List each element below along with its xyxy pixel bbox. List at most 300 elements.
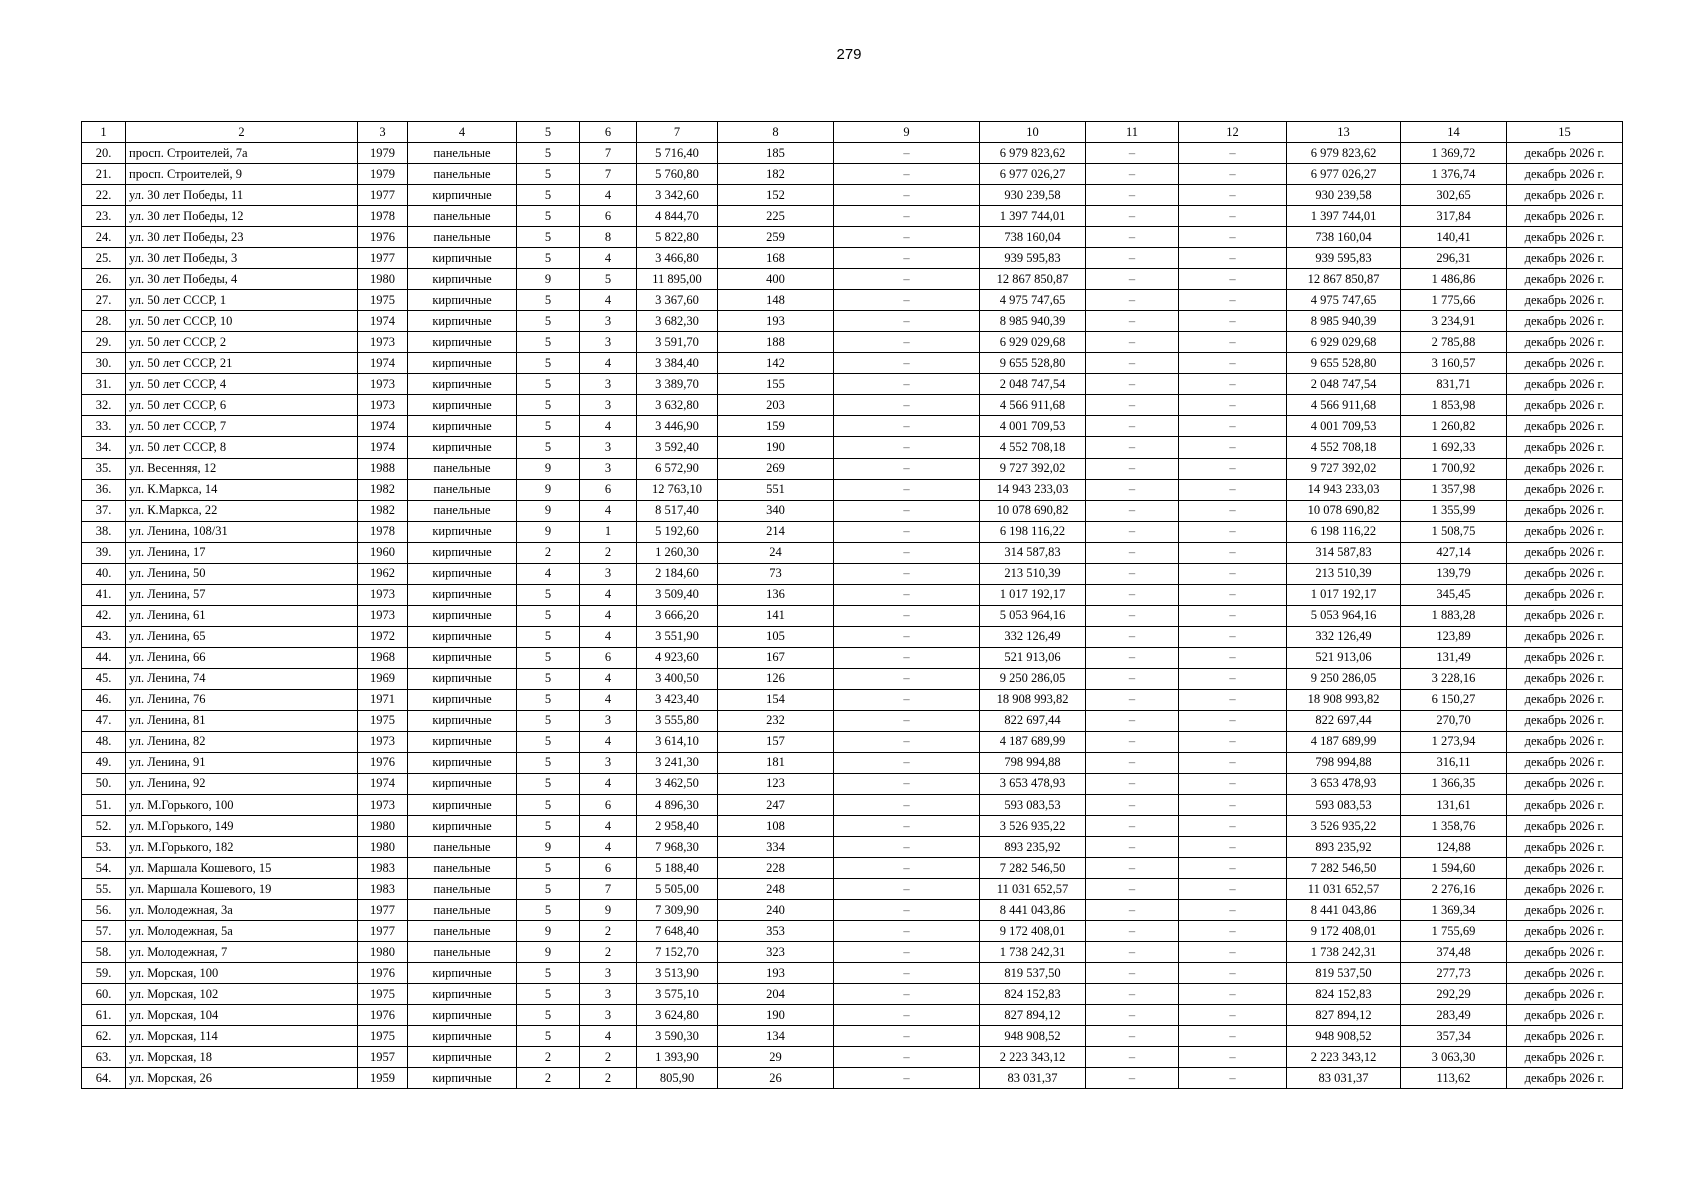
- cell-row-number: 45.: [82, 668, 126, 689]
- cell-col-9: –: [834, 164, 980, 185]
- cell-col-13: 827 894,12: [1287, 1005, 1401, 1026]
- cell-total-area: 2 184,60: [637, 563, 718, 584]
- cell-wall-material: панельные: [408, 900, 517, 921]
- cell-col-9: –: [834, 795, 980, 816]
- cell-col-9: –: [834, 227, 980, 248]
- cell-wall-material: кирпичные: [408, 668, 517, 689]
- cell-total-area: 3 384,40: [637, 353, 718, 374]
- cell-col-13: 8 985 940,39: [1287, 311, 1401, 332]
- cell-col-14: 3 228,16: [1401, 668, 1507, 689]
- cell-col-12: –: [1179, 584, 1287, 605]
- column-header-14: 14: [1401, 122, 1507, 143]
- cell-residents: 248: [718, 879, 834, 900]
- cell-col-11: –: [1086, 374, 1179, 395]
- cell-col-9: –: [834, 353, 980, 374]
- cell-deadline: декабрь 2026 г.: [1507, 1005, 1623, 1026]
- cell-build-year: 1960: [358, 542, 408, 563]
- cell-entrances: 2: [580, 942, 637, 963]
- cell-col-14: 123,89: [1401, 626, 1507, 647]
- table-row: [82, 458, 1623, 479]
- cell-address: ул. 50 лет СССР, 2: [126, 332, 358, 353]
- cell-col-10: 1 738 242,31: [980, 942, 1086, 963]
- cell-address: ул. Ленина, 108/31: [126, 521, 358, 542]
- column-header-7: 7: [637, 122, 718, 143]
- cell-col-14: 2 276,16: [1401, 879, 1507, 900]
- cell-col-9: –: [834, 500, 980, 521]
- cell-residents: 181: [718, 752, 834, 773]
- cell-total-area: 4 844,70: [637, 206, 718, 227]
- cell-col-14: 124,88: [1401, 837, 1507, 858]
- cell-col-9: –: [834, 837, 980, 858]
- cell-floors: 5: [517, 311, 580, 332]
- cell-address: ул. Ленина, 50: [126, 563, 358, 584]
- cell-total-area: 3 389,70: [637, 374, 718, 395]
- cell-col-12: –: [1179, 837, 1287, 858]
- cell-total-area: 3 575,10: [637, 984, 718, 1005]
- column-header-15: 15: [1507, 122, 1623, 143]
- cell-residents: 247: [718, 795, 834, 816]
- cell-row-number: 33.: [82, 416, 126, 437]
- cell-wall-material: кирпичные: [408, 795, 517, 816]
- cell-row-number: 53.: [82, 837, 126, 858]
- cell-col-10: 521 913,06: [980, 647, 1086, 668]
- cell-col-12: –: [1179, 1068, 1287, 1089]
- cell-col-12: –: [1179, 563, 1287, 584]
- cell-col-9: –: [834, 1068, 980, 1089]
- cell-row-number: 64.: [82, 1068, 126, 1089]
- cell-col-14: 1 775,66: [1401, 290, 1507, 311]
- table-row: [82, 542, 1623, 563]
- cell-col-12: –: [1179, 332, 1287, 353]
- housing-table: [81, 121, 1623, 1089]
- cell-deadline: декабрь 2026 г.: [1507, 773, 1623, 794]
- cell-row-number: 24.: [82, 227, 126, 248]
- cell-col-9: –: [834, 710, 980, 731]
- cell-col-10: 314 587,83: [980, 542, 1086, 563]
- cell-address: ул. Морская, 18: [126, 1047, 358, 1068]
- cell-entrances: 2: [580, 1047, 637, 1068]
- cell-deadline: декабрь 2026 г.: [1507, 479, 1623, 500]
- cell-col-10: 83 031,37: [980, 1068, 1086, 1089]
- cell-entrances: 3: [580, 437, 637, 458]
- cell-col-14: 427,14: [1401, 542, 1507, 563]
- cell-entrances: 7: [580, 164, 637, 185]
- table-row: [82, 311, 1623, 332]
- cell-entrances: 6: [580, 858, 637, 879]
- cell-residents: 155: [718, 374, 834, 395]
- cell-col-11: –: [1086, 752, 1179, 773]
- cell-col-14: 6 150,27: [1401, 689, 1507, 710]
- cell-col-12: –: [1179, 689, 1287, 710]
- cell-col-12: –: [1179, 605, 1287, 626]
- cell-col-11: –: [1086, 921, 1179, 942]
- cell-row-number: 27.: [82, 290, 126, 311]
- cell-col-13: 9 655 528,80: [1287, 353, 1401, 374]
- cell-row-number: 25.: [82, 248, 126, 269]
- cell-entrances: 3: [580, 710, 637, 731]
- cell-row-number: 35.: [82, 458, 126, 479]
- cell-entrances: 7: [580, 879, 637, 900]
- cell-col-10: 4 566 911,68: [980, 395, 1086, 416]
- cell-col-10: 939 595,83: [980, 248, 1086, 269]
- cell-build-year: 1983: [358, 879, 408, 900]
- cell-col-9: –: [834, 689, 980, 710]
- cell-entrances: 4: [580, 584, 637, 605]
- cell-entrances: 7: [580, 143, 637, 164]
- cell-build-year: 1962: [358, 563, 408, 584]
- cell-entrances: 4: [580, 626, 637, 647]
- cell-col-12: –: [1179, 542, 1287, 563]
- cell-total-area: 3 423,40: [637, 689, 718, 710]
- cell-deadline: декабрь 2026 г.: [1507, 858, 1623, 879]
- cell-floors: 9: [517, 837, 580, 858]
- cell-deadline: декабрь 2026 г.: [1507, 248, 1623, 269]
- cell-row-number: 59.: [82, 963, 126, 984]
- cell-col-11: –: [1086, 227, 1179, 248]
- cell-col-13: 2 048 747,54: [1287, 374, 1401, 395]
- cell-row-number: 51.: [82, 795, 126, 816]
- cell-col-13: 213 510,39: [1287, 563, 1401, 584]
- cell-col-10: 8 985 940,39: [980, 311, 1086, 332]
- cell-wall-material: кирпичные: [408, 605, 517, 626]
- table-row: [82, 1068, 1623, 1089]
- cell-col-10: 2 223 343,12: [980, 1047, 1086, 1068]
- cell-total-area: 3 632,80: [637, 395, 718, 416]
- cell-residents: 190: [718, 1005, 834, 1026]
- cell-col-13: 1 397 744,01: [1287, 206, 1401, 227]
- cell-wall-material: кирпичные: [408, 584, 517, 605]
- cell-col-13: 9 250 286,05: [1287, 668, 1401, 689]
- cell-col-14: 292,29: [1401, 984, 1507, 1005]
- cell-col-13: 14 943 233,03: [1287, 479, 1401, 500]
- cell-col-11: –: [1086, 185, 1179, 206]
- cell-entrances: 4: [580, 689, 637, 710]
- cell-col-13: 5 053 964,16: [1287, 605, 1401, 626]
- cell-col-14: 140,41: [1401, 227, 1507, 248]
- cell-col-12: –: [1179, 437, 1287, 458]
- cell-floors: 9: [517, 521, 580, 542]
- table-row: [82, 563, 1623, 584]
- cell-address: ул. Морская, 102: [126, 984, 358, 1005]
- cell-address: ул. 30 лет Победы, 11: [126, 185, 358, 206]
- cell-col-13: 4 975 747,65: [1287, 290, 1401, 311]
- cell-floors: 9: [517, 479, 580, 500]
- cell-build-year: 1977: [358, 248, 408, 269]
- cell-col-13: 7 282 546,50: [1287, 858, 1401, 879]
- cell-total-area: 3 614,10: [637, 731, 718, 752]
- cell-col-10: 798 994,88: [980, 752, 1086, 773]
- cell-col-12: –: [1179, 1047, 1287, 1068]
- cell-deadline: декабрь 2026 г.: [1507, 185, 1623, 206]
- cell-build-year: 1976: [358, 1005, 408, 1026]
- cell-deadline: декабрь 2026 г.: [1507, 437, 1623, 458]
- cell-col-9: –: [834, 458, 980, 479]
- cell-address: ул. Ленина, 76: [126, 689, 358, 710]
- cell-deadline: декабрь 2026 г.: [1507, 963, 1623, 984]
- table-row: [82, 689, 1623, 710]
- cell-entrances: 3: [580, 1005, 637, 1026]
- cell-floors: 5: [517, 689, 580, 710]
- cell-wall-material: панельные: [408, 858, 517, 879]
- cell-row-number: 43.: [82, 626, 126, 647]
- cell-deadline: декабрь 2026 г.: [1507, 668, 1623, 689]
- cell-col-14: 1 355,99: [1401, 500, 1507, 521]
- cell-row-number: 63.: [82, 1047, 126, 1068]
- cell-residents: 168: [718, 248, 834, 269]
- cell-wall-material: панельные: [408, 942, 517, 963]
- page-number: 279: [836, 46, 862, 63]
- cell-deadline: декабрь 2026 г.: [1507, 605, 1623, 626]
- cell-total-area: 4 923,60: [637, 647, 718, 668]
- cell-build-year: 1973: [358, 374, 408, 395]
- cell-row-number: 46.: [82, 689, 126, 710]
- table-row: [82, 248, 1623, 269]
- table-row: [82, 795, 1623, 816]
- cell-row-number: 48.: [82, 731, 126, 752]
- cell-floors: 5: [517, 164, 580, 185]
- cell-col-10: 9 655 528,80: [980, 353, 1086, 374]
- cell-col-10: 4 001 709,53: [980, 416, 1086, 437]
- cell-col-11: –: [1086, 269, 1179, 290]
- table-row: [82, 1005, 1623, 1026]
- cell-floors: 5: [517, 963, 580, 984]
- cell-wall-material: кирпичные: [408, 816, 517, 837]
- cell-wall-material: кирпичные: [408, 647, 517, 668]
- cell-col-13: 83 031,37: [1287, 1068, 1401, 1089]
- cell-residents: 232: [718, 710, 834, 731]
- cell-build-year: 1980: [358, 269, 408, 290]
- cell-address: ул. 30 лет Победы, 3: [126, 248, 358, 269]
- cell-floors: 5: [517, 647, 580, 668]
- cell-total-area: 1 260,30: [637, 542, 718, 563]
- cell-address: ул. Маршала Кошевого, 15: [126, 858, 358, 879]
- cell-floors: 5: [517, 395, 580, 416]
- cell-build-year: 1973: [358, 795, 408, 816]
- cell-floors: 5: [517, 858, 580, 879]
- table-row: [82, 206, 1623, 227]
- cell-total-area: 8 517,40: [637, 500, 718, 521]
- cell-col-12: –: [1179, 647, 1287, 668]
- table-row: [82, 521, 1623, 542]
- cell-address: ул. М.Горького, 182: [126, 837, 358, 858]
- cell-col-14: 1 369,72: [1401, 143, 1507, 164]
- cell-total-area: 3 466,80: [637, 248, 718, 269]
- cell-col-12: –: [1179, 626, 1287, 647]
- table-row: [82, 1026, 1623, 1047]
- cell-wall-material: кирпичные: [408, 731, 517, 752]
- cell-col-12: –: [1179, 227, 1287, 248]
- cell-address: ул. Ленина, 74: [126, 668, 358, 689]
- cell-wall-material: кирпичные: [408, 542, 517, 563]
- cell-deadline: декабрь 2026 г.: [1507, 921, 1623, 942]
- cell-col-13: 893 235,92: [1287, 837, 1401, 858]
- cell-deadline: декабрь 2026 г.: [1507, 521, 1623, 542]
- cell-row-number: 30.: [82, 353, 126, 374]
- cell-deadline: декабрь 2026 г.: [1507, 269, 1623, 290]
- cell-floors: 5: [517, 710, 580, 731]
- cell-wall-material: кирпичные: [408, 521, 517, 542]
- cell-floors: 5: [517, 1005, 580, 1026]
- cell-wall-material: кирпичные: [408, 752, 517, 773]
- cell-residents: 225: [718, 206, 834, 227]
- cell-row-number: 41.: [82, 584, 126, 605]
- cell-col-13: 11 031 652,57: [1287, 879, 1401, 900]
- cell-col-11: –: [1086, 879, 1179, 900]
- cell-col-14: 374,48: [1401, 942, 1507, 963]
- cell-col-9: –: [834, 332, 980, 353]
- cell-build-year: 1988: [358, 458, 408, 479]
- cell-residents: 190: [718, 437, 834, 458]
- cell-total-area: 3 446,90: [637, 416, 718, 437]
- cell-deadline: декабрь 2026 г.: [1507, 984, 1623, 1005]
- cell-col-10: 3 653 478,93: [980, 773, 1086, 794]
- cell-address: просп. Строителей, 7а: [126, 143, 358, 164]
- table-row: [82, 647, 1623, 668]
- cell-col-11: –: [1086, 731, 1179, 752]
- cell-address: ул. 50 лет СССР, 7: [126, 416, 358, 437]
- cell-build-year: 1973: [358, 605, 408, 626]
- cell-entrances: 4: [580, 837, 637, 858]
- cell-deadline: декабрь 2026 г.: [1507, 689, 1623, 710]
- cell-col-10: 6 977 026,27: [980, 164, 1086, 185]
- cell-col-12: –: [1179, 269, 1287, 290]
- cell-build-year: 1974: [358, 773, 408, 794]
- column-header-2: 2: [126, 122, 358, 143]
- cell-col-14: 2 785,88: [1401, 332, 1507, 353]
- cell-residents: 204: [718, 984, 834, 1005]
- cell-build-year: 1974: [358, 353, 408, 374]
- cell-floors: 5: [517, 626, 580, 647]
- cell-col-11: –: [1086, 1005, 1179, 1026]
- cell-address: ул. 30 лет Победы, 4: [126, 269, 358, 290]
- table-row: [82, 395, 1623, 416]
- cell-entrances: 4: [580, 773, 637, 794]
- cell-deadline: декабрь 2026 г.: [1507, 942, 1623, 963]
- cell-address: ул. Ленина, 17: [126, 542, 358, 563]
- cell-col-13: 4 552 708,18: [1287, 437, 1401, 458]
- cell-floors: 5: [517, 1026, 580, 1047]
- cell-col-12: –: [1179, 1026, 1287, 1047]
- cell-entrances: 3: [580, 311, 637, 332]
- cell-row-number: 28.: [82, 311, 126, 332]
- cell-col-10: 3 526 935,22: [980, 816, 1086, 837]
- cell-col-14: 1 692,33: [1401, 437, 1507, 458]
- cell-total-area: 7 152,70: [637, 942, 718, 963]
- cell-build-year: 1968: [358, 647, 408, 668]
- cell-residents: 29: [718, 1047, 834, 1068]
- cell-col-14: 1 594,60: [1401, 858, 1507, 879]
- cell-build-year: 1983: [358, 858, 408, 879]
- cell-col-10: 1 397 744,01: [980, 206, 1086, 227]
- cell-total-area: 805,90: [637, 1068, 718, 1089]
- cell-deadline: декабрь 2026 г.: [1507, 900, 1623, 921]
- cell-residents: 193: [718, 963, 834, 984]
- cell-address: ул. Ленина, 66: [126, 647, 358, 668]
- cell-col-10: 332 126,49: [980, 626, 1086, 647]
- cell-total-area: 5 760,80: [637, 164, 718, 185]
- cell-entrances: 2: [580, 921, 637, 942]
- cell-col-13: 4 001 709,53: [1287, 416, 1401, 437]
- cell-col-9: –: [834, 563, 980, 584]
- cell-col-11: –: [1086, 458, 1179, 479]
- cell-deadline: декабрь 2026 г.: [1507, 752, 1623, 773]
- cell-floors: 5: [517, 332, 580, 353]
- cell-address: ул. Ленина, 61: [126, 605, 358, 626]
- cell-col-14: 345,45: [1401, 584, 1507, 605]
- cell-deadline: декабрь 2026 г.: [1507, 332, 1623, 353]
- cell-deadline: декабрь 2026 г.: [1507, 500, 1623, 521]
- cell-residents: 152: [718, 185, 834, 206]
- cell-residents: 148: [718, 290, 834, 311]
- cell-col-11: –: [1086, 563, 1179, 584]
- cell-total-area: 3 367,60: [637, 290, 718, 311]
- cell-floors: 5: [517, 143, 580, 164]
- cell-address: ул. Ленина, 91: [126, 752, 358, 773]
- cell-col-13: 6 979 823,62: [1287, 143, 1401, 164]
- cell-col-10: 893 235,92: [980, 837, 1086, 858]
- cell-col-10: 824 152,83: [980, 984, 1086, 1005]
- cell-col-12: –: [1179, 374, 1287, 395]
- cell-col-13: 10 078 690,82: [1287, 500, 1401, 521]
- cell-col-12: –: [1179, 185, 1287, 206]
- cell-col-10: 7 282 546,50: [980, 858, 1086, 879]
- cell-deadline: декабрь 2026 г.: [1507, 563, 1623, 584]
- cell-total-area: 5 188,40: [637, 858, 718, 879]
- cell-col-13: 822 697,44: [1287, 710, 1401, 731]
- cell-col-9: –: [834, 773, 980, 794]
- cell-residents: 240: [718, 900, 834, 921]
- cell-col-11: –: [1086, 773, 1179, 794]
- cell-build-year: 1982: [358, 500, 408, 521]
- cell-wall-material: панельные: [408, 164, 517, 185]
- cell-floors: 5: [517, 900, 580, 921]
- cell-col-9: –: [834, 584, 980, 605]
- cell-col-10: 822 697,44: [980, 710, 1086, 731]
- cell-col-12: –: [1179, 521, 1287, 542]
- cell-deadline: декабрь 2026 г.: [1507, 731, 1623, 752]
- cell-deadline: декабрь 2026 г.: [1507, 290, 1623, 311]
- cell-address: ул. 50 лет СССР, 8: [126, 437, 358, 458]
- cell-col-10: 827 894,12: [980, 1005, 1086, 1026]
- table-row: [82, 605, 1623, 626]
- cell-col-12: –: [1179, 143, 1287, 164]
- cell-address: ул. 50 лет СССР, 1: [126, 290, 358, 311]
- cell-total-area: 5 505,00: [637, 879, 718, 900]
- table-row: [82, 374, 1623, 395]
- cell-col-11: –: [1086, 248, 1179, 269]
- cell-col-13: 6 198 116,22: [1287, 521, 1401, 542]
- cell-wall-material: кирпичные: [408, 353, 517, 374]
- cell-deadline: декабрь 2026 г.: [1507, 353, 1623, 374]
- cell-total-area: 7 309,90: [637, 900, 718, 921]
- cell-col-12: –: [1179, 1005, 1287, 1026]
- cell-floors: 2: [517, 1068, 580, 1089]
- cell-col-14: 316,11: [1401, 752, 1507, 773]
- cell-col-12: –: [1179, 710, 1287, 731]
- cell-total-area: 3 624,80: [637, 1005, 718, 1026]
- cell-col-14: 296,31: [1401, 248, 1507, 269]
- cell-wall-material: кирпичные: [408, 290, 517, 311]
- cell-row-number: 21.: [82, 164, 126, 185]
- cell-col-11: –: [1086, 668, 1179, 689]
- table-row: [82, 626, 1623, 647]
- cell-col-13: 798 994,88: [1287, 752, 1401, 773]
- cell-col-9: –: [834, 416, 980, 437]
- cell-row-number: 20.: [82, 143, 126, 164]
- cell-entrances: 4: [580, 668, 637, 689]
- cell-col-9: –: [834, 1047, 980, 1068]
- cell-residents: 334: [718, 837, 834, 858]
